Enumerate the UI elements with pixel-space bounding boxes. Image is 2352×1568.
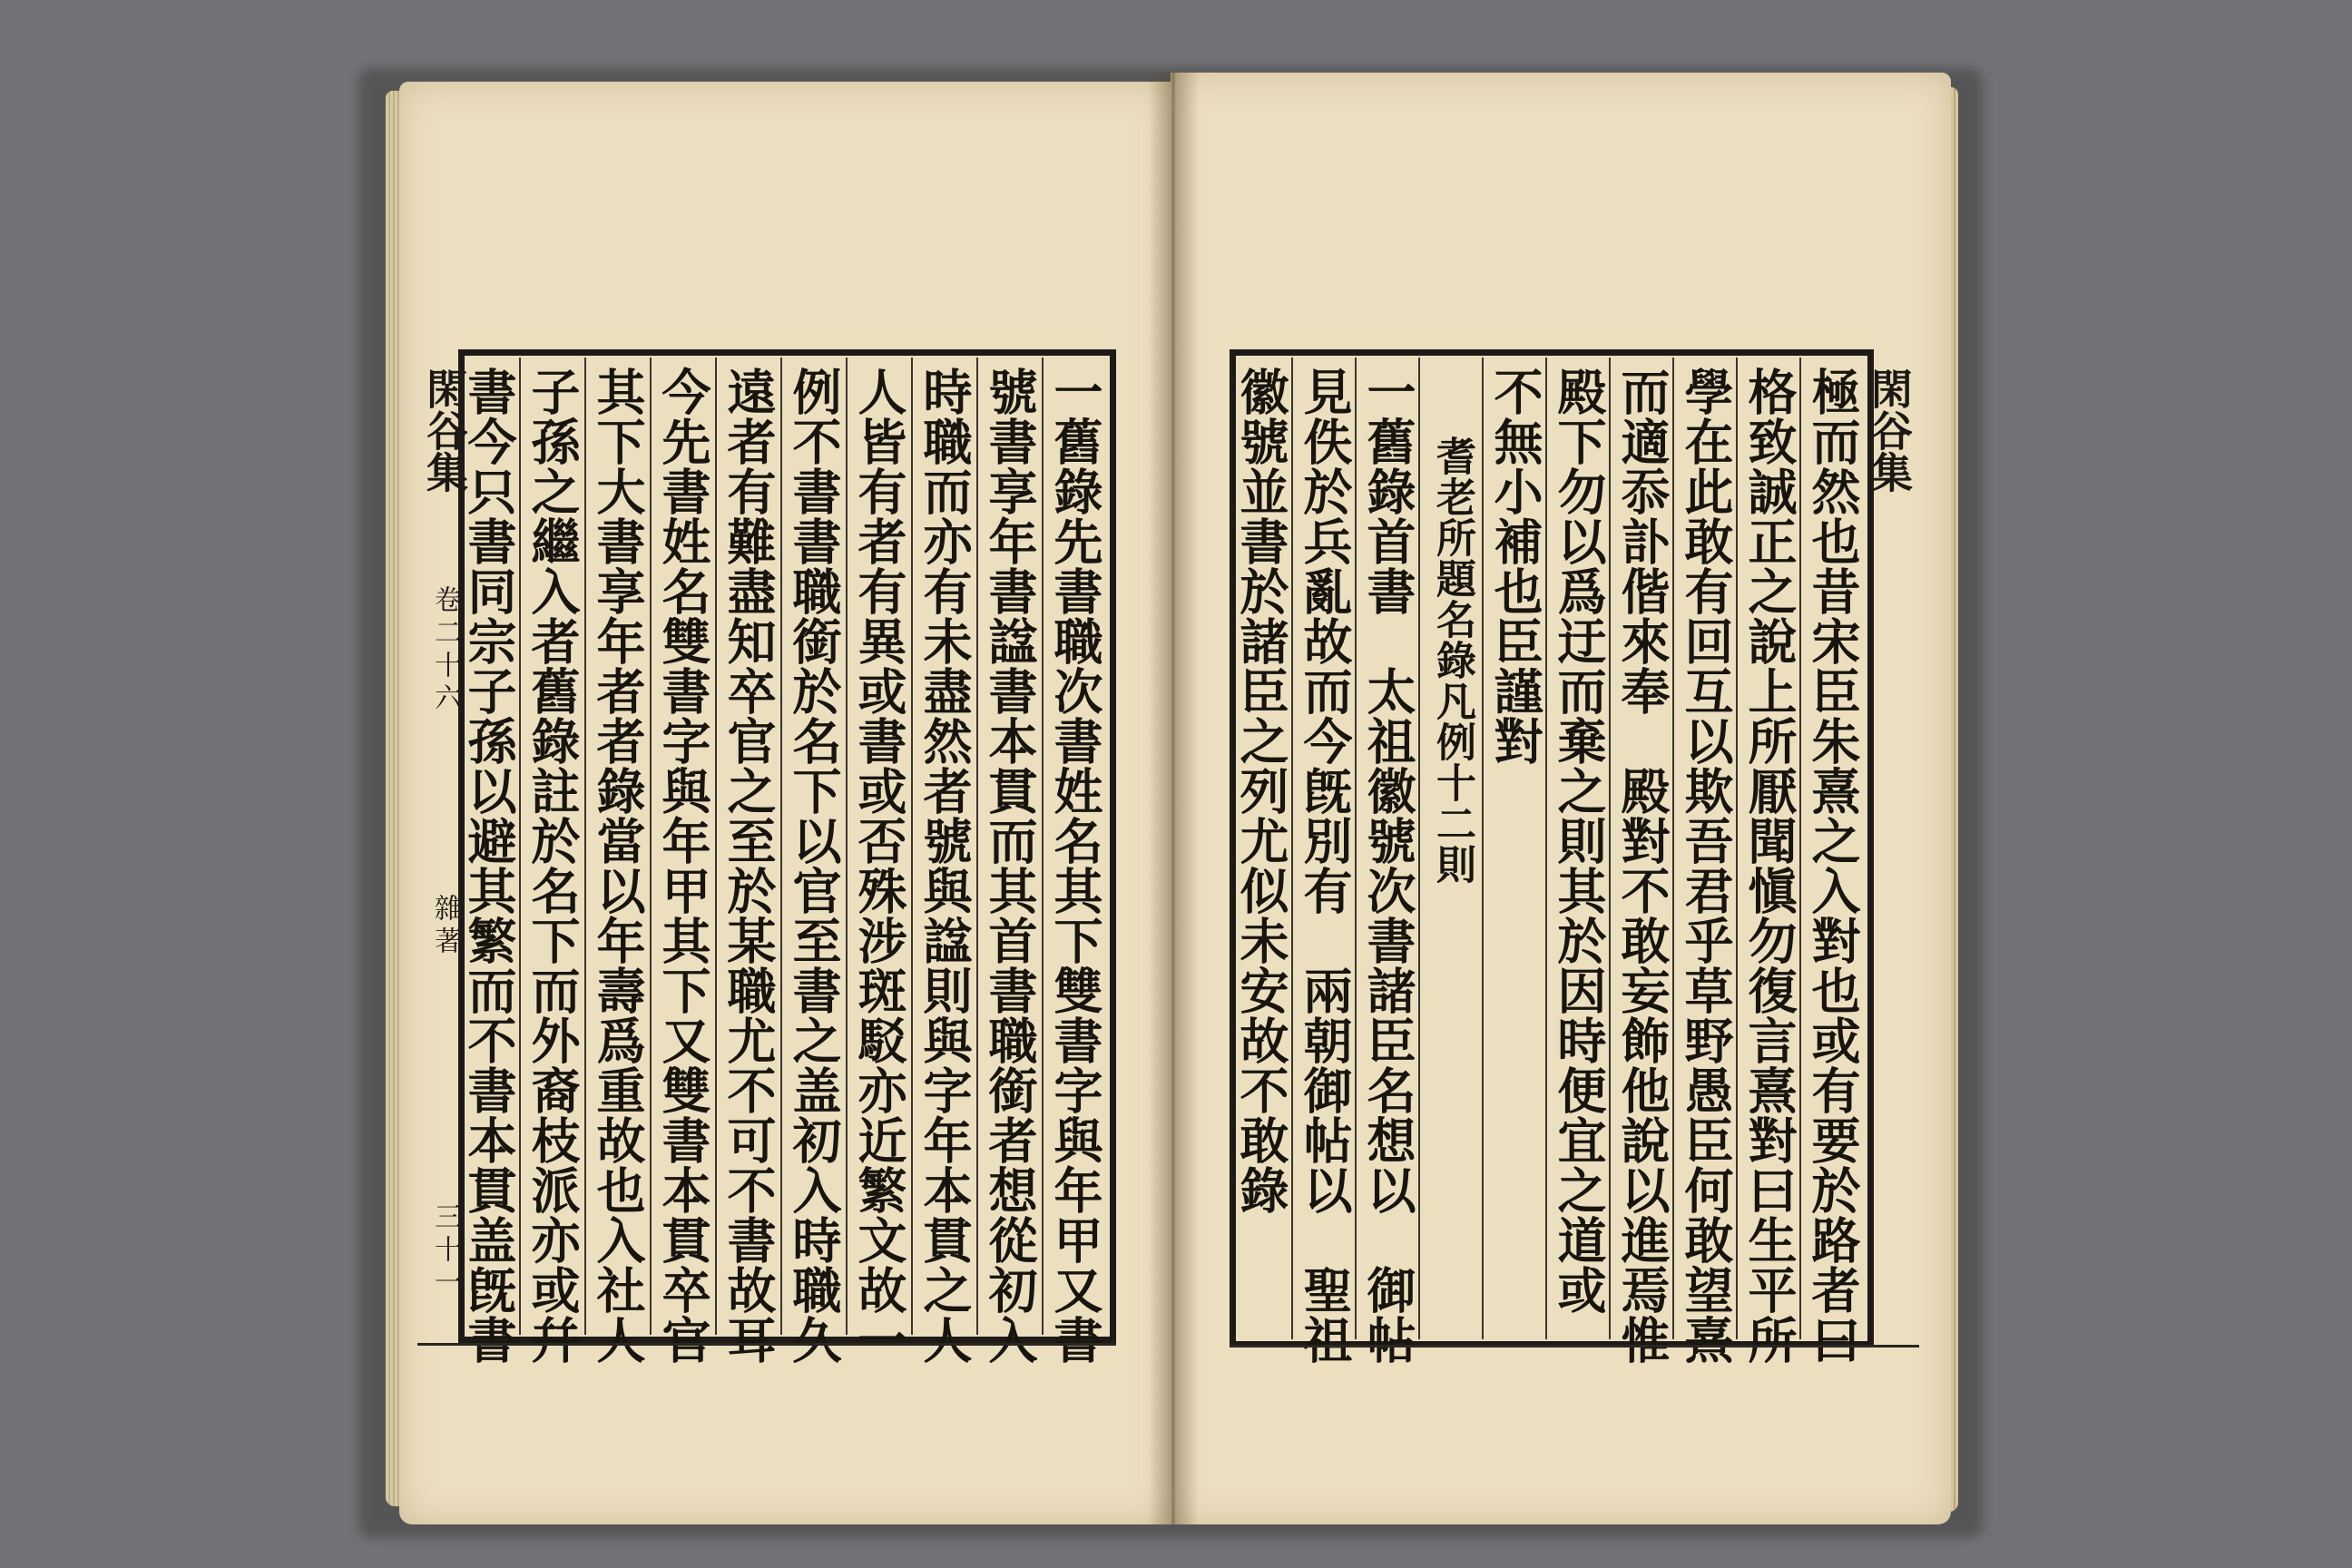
right-column-9 — [1293, 354, 1357, 1365]
right-column-2-text: 格致誠正之說上所厭聞愼勿復言熹對曰生平所 — [1740, 367, 1798, 1365]
right-column-1-text: 極而然也昔宋臣朱熹之入對也或有要於路者曰 — [1804, 367, 1862, 1365]
left-column-3-text: 時職而亦有未盡然者號與諡則與字年本貫之人 — [916, 367, 974, 1365]
column-divider — [846, 358, 848, 1335]
left-column-9 — [521, 354, 584, 1365]
left-column-2 — [978, 354, 1042, 1365]
column-divider — [911, 358, 913, 1335]
book-gutter — [1148, 73, 1199, 1524]
left-column-7 — [652, 354, 715, 1365]
right-band-title: 閑谷集 — [1865, 368, 1914, 493]
left-column-4 — [848, 354, 911, 1365]
left-column-10-text: 書今只書同宗子孫以避其繁而不書本貫盖旣書 — [460, 367, 518, 1365]
column-divider — [780, 358, 782, 1335]
right-text-frame — [1230, 349, 1874, 1365]
right-column-3-text: 學在此敢有回互以欺吾君乎草野愚臣何敢望熹 — [1677, 367, 1735, 1365]
left-column-9-text: 子孫之繼入者舊錄註於名下而外裔枝派亦或幷 — [524, 367, 582, 1365]
right-column-8-text: 一舊錄首書 太祖徽號次書諸臣名想以 御帖 — [1359, 367, 1417, 1365]
right-column-7-text: 耆老所題名錄凡例十二則 — [1429, 436, 1475, 885]
right-column-10-text: 徽號並書於諸臣之列尤似未安故不敢錄 — [1232, 367, 1290, 1215]
column-divider — [650, 358, 652, 1335]
left-band-title: 閑谷集 — [420, 368, 469, 493]
left-band-volume: 卷二十六 — [429, 585, 461, 716]
left-column-6-text: 遠者有難盡知卒官之至於某職尤不可不書故耳 — [720, 367, 778, 1365]
right-column-4 — [1611, 354, 1674, 1365]
right-column-8 — [1357, 354, 1420, 1365]
column-divider — [715, 358, 717, 1335]
left-bottom-rule — [417, 1343, 1116, 1346]
right-column-6 — [1484, 354, 1547, 1343]
left-band-folio: 三十一 — [429, 1202, 461, 1300]
left-column-5 — [782, 354, 846, 1365]
right-column-1 — [1801, 354, 1865, 1365]
left-column-6 — [717, 354, 780, 1365]
right-column-5-text: 殿下勿以爲迂而棄之則其於因時便宜之道或 — [1550, 367, 1608, 1315]
left-column-7-text: 今先書姓名雙書字與年甲其下又雙書本貫卒官 — [654, 367, 712, 1365]
left-text-frame — [458, 349, 1116, 1365]
left-band-section: 雜著 — [429, 894, 461, 959]
left-column-5-text: 例不書書職銜於名下以官至書之盖初入時職久 — [785, 367, 843, 1365]
column-divider — [976, 358, 978, 1335]
right-column-2 — [1738, 354, 1801, 1365]
right-column-7 — [1420, 354, 1484, 1343]
left-column-1-text: 一舊錄先書職次書姓名其下雙書字與年甲又書 — [1046, 367, 1104, 1365]
left-column-2-text: 號書享年書諡書本貫而其首書職銜者想從初入 — [981, 367, 1039, 1365]
left-column-10 — [457, 354, 521, 1365]
right-bottom-rule — [1230, 1345, 1919, 1348]
right-column-10 — [1230, 354, 1293, 1343]
right-column-9-text: 見佚於兵亂故而今旣別有 兩朝御帖以 聖祖 — [1296, 367, 1354, 1365]
right-column-4-text: 而適忝訃偕來奉 殿對不敢妄飾他說以進焉惟 — [1613, 367, 1671, 1365]
left-column-1 — [1044, 354, 1107, 1365]
right-column-6-text: 不無小補也臣謹對 — [1486, 367, 1544, 766]
right-column-5 — [1547, 354, 1611, 1343]
left-column-8 — [586, 354, 650, 1365]
left-column-4-text: 人皆有者有異或書或否殊涉斑駁亦近繁文故一 — [850, 367, 908, 1365]
column-divider — [1042, 358, 1044, 1335]
right-page-center-band — [1865, 349, 1914, 1338]
left-column-3 — [913, 354, 976, 1365]
left-column-8-text: 其下大書享年者者錄當以年壽爲重故也入社人 — [589, 367, 647, 1365]
column-divider — [584, 358, 586, 1335]
right-column-3 — [1674, 354, 1738, 1365]
